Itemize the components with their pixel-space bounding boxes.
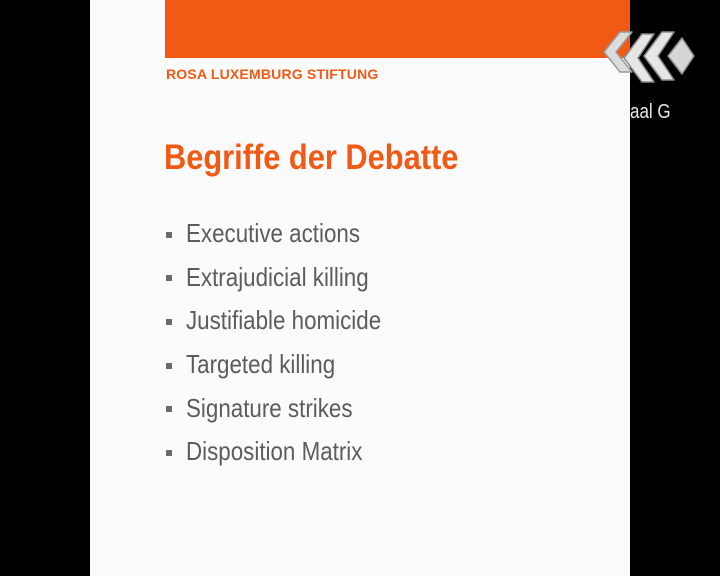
- bullet-text: Executive actions: [186, 218, 361, 249]
- bullet-text: Signature strikes: [186, 392, 353, 423]
- list-item: [166, 386, 413, 430]
- channel-watermark-text: aal G: [630, 101, 671, 123]
- list-item: [166, 212, 413, 256]
- bullet-icon: [166, 319, 172, 325]
- header-bar: [165, 0, 630, 58]
- list-item: [166, 430, 413, 474]
- bullet-icon: [166, 232, 172, 238]
- bullet-icon: [166, 406, 172, 412]
- presentation-slide: [90, 0, 630, 576]
- bullet-list: [166, 212, 413, 474]
- list-item: [166, 299, 413, 343]
- bullet-text: Extrajudicial killing: [186, 261, 369, 292]
- bullet-text: Disposition Matrix: [186, 436, 363, 467]
- slide-title: Begriffe der Debatte: [164, 138, 459, 177]
- bullet-icon: [166, 450, 172, 456]
- list-item: [166, 343, 413, 387]
- organization-name: ROSA LUXEMBURG STIFTUNG: [166, 66, 379, 82]
- bullet-text: Targeted killing: [186, 349, 336, 380]
- bullet-text: Justifiable homicide: [186, 305, 382, 336]
- bullet-icon: [166, 363, 172, 369]
- list-item: [166, 256, 413, 300]
- channel-logo-icon: [598, 26, 698, 92]
- bullet-icon: [166, 275, 172, 281]
